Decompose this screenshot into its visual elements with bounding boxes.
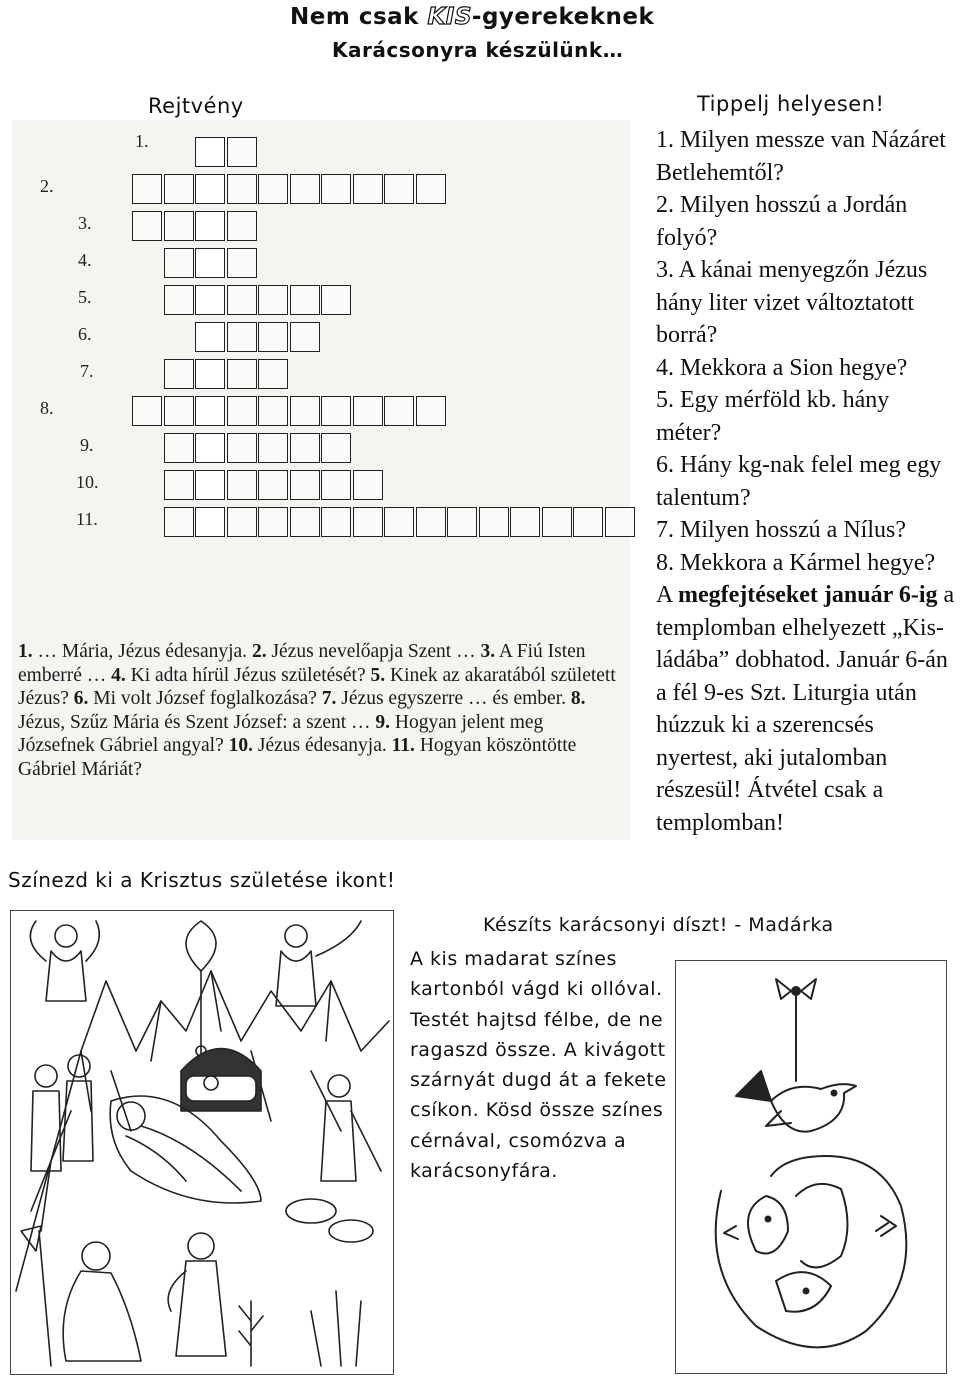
crossword-cell[interactable] [321,470,351,500]
crossword-cell[interactable] [227,285,257,315]
craft-instructions: A kis madarat színes kartonból vágd ki ollóval. Testét hajtsd félbe, de ne ragaszd össze. A kivágott szárnyát dugd át a fekete csíkon. Kösd össze színes cérnával, csomózva a karácsonyfára. [410,948,667,1183]
crossword-cell[interactable] [227,174,257,204]
crossword-cell[interactable] [227,470,257,500]
clue-number: 6. [73,688,89,709]
crossword-solution-cell[interactable] [195,285,225,315]
crossword-cell[interactable] [227,248,257,278]
clue-number: 4. [111,664,126,686]
crossword-cell[interactable] [290,433,320,463]
crossword-cell[interactable] [227,507,257,537]
crossword-solution-cell[interactable] [195,137,225,167]
crossword-cell[interactable] [290,507,320,537]
clue-number: 7. [321,688,337,709]
nativity-icon-image [10,910,394,1375]
crossword-row-number: 9. [80,435,94,455]
clue-number: 8. [570,688,586,709]
quiz-question: 1. Milyen messze van Názáret Betlehemtől? [656,127,946,186]
clue-text: Jézus nevelőapja Szent … [266,641,481,662]
crossword-cell[interactable] [164,285,194,315]
crossword-cell[interactable] [353,507,383,537]
quiz-questions [656,124,956,839]
crossword-row-number: 7. [80,361,94,381]
crossword-cell[interactable] [258,285,288,315]
crossword-cell[interactable] [573,507,603,537]
crossword-label: Rejtvény [148,94,244,118]
clue-number: 9. [375,711,391,733]
craft-title: Készíts karácsonyi díszt! - Madárka [483,914,834,936]
crossword-row-number: 10. [76,472,99,492]
clue-text: Ki adta hírül Jézus születését? [125,664,371,686]
crossword-cell[interactable] [353,396,383,426]
quiz-question: 5. Egy mérföld kb. hány méter? [656,387,890,446]
crossword-cell[interactable] [353,174,383,204]
crossword-solution-cell[interactable] [195,248,225,278]
crossword-row-number: 6. [78,324,92,344]
crossword-cell[interactable] [227,433,257,463]
crossword-solution-cell[interactable] [195,211,225,241]
clue-text: Kinek az akaratából született Jézus? [18,664,616,709]
crossword-cell[interactable] [227,211,257,241]
crossword-cell[interactable] [479,507,509,537]
crossword-cell[interactable] [384,507,414,537]
crossword-cell[interactable] [164,470,194,500]
crossword-cell[interactable] [321,285,351,315]
crossword-cell[interactable] [353,470,383,500]
crossword-cell[interactable] [290,322,320,352]
coloring-label: Színezd ki a Krisztus születése ikont! [8,868,396,892]
crossword-cell[interactable] [416,174,446,204]
nativity-line-art [11,911,392,1373]
crossword-cell[interactable] [227,322,257,352]
crossword-cell[interactable] [605,507,635,537]
crossword-solution-cell[interactable] [195,322,225,352]
clue-number: 11. [391,735,415,756]
crossword-solution-cell[interactable] [195,507,225,537]
clue-number: 2. [251,641,267,662]
crossword-cell[interactable] [384,396,414,426]
crossword-cell[interactable] [164,211,194,241]
crossword-cell[interactable] [132,396,162,426]
crossword-row-number: 3. [78,213,92,233]
clue-number: 3. [480,641,496,662]
page-subtitle: Karácsonyra készülünk… [332,38,624,62]
crossword-cell[interactable] [164,248,194,278]
clue-number: 5. [370,664,386,686]
clue-text: Hogyan jelent meg Józsefnek Gábriel angyal? [18,711,544,756]
crossword-cell[interactable] [227,137,257,167]
clue-text: A Fiú Isten emberré … [18,641,586,686]
clue-text: Jézus, Szűz Mária és Szent József: a szent … [18,711,376,733]
crossword-cell[interactable] [164,507,194,537]
crossword-cell[interactable] [227,359,257,389]
title-kis-word: KIS [427,4,472,30]
bird-template-art [676,961,945,1372]
crossword-cell[interactable] [416,507,446,537]
clue-number: 1. [18,641,33,662]
crossword-cell[interactable] [416,396,446,426]
bird-ornament-image [675,960,947,1374]
crossword-cell[interactable] [290,285,320,315]
crossword-row-number: 4. [78,250,92,270]
crossword-cell[interactable] [258,359,288,389]
quiz-question: 8. Mekkora a Kármel hegye? [656,549,936,576]
quiz-title: Tippelj helyesen! [697,92,885,116]
quiz-question: 7. Milyen hosszú a Nílus? [656,517,906,543]
crossword-cell[interactable] [132,174,162,204]
crossword-cell[interactable] [258,396,288,426]
crossword-cell[interactable] [290,470,320,500]
crossword-cell[interactable] [258,322,288,352]
crossword-cell[interactable] [290,396,320,426]
clue-text: Hogyan köszöntötte Gábriel Máriát? [18,735,577,780]
crossword-cell[interactable] [258,507,288,537]
quiz-question: 3. A kánai menyegzőn Jézus hány liter vizet változtatott borrá? [656,257,928,348]
crossword-row-number: 11. [76,509,98,529]
clue-text: Jézus egyszerre … és ember. [336,688,571,709]
crossword-cell[interactable] [258,433,288,463]
crossword-row-number: 1. [135,131,149,151]
crossword-cell[interactable] [321,433,351,463]
crossword-cell[interactable] [542,507,572,537]
crossword-row-number: 8. [40,398,54,418]
clue-text: Mi volt József foglalkozása? [88,688,322,709]
crossword-cell[interactable] [447,507,477,537]
crossword-clues [18,640,622,781]
crossword-cell[interactable] [258,174,288,204]
crossword-cell[interactable] [258,470,288,500]
crossword-cell[interactable] [132,211,162,241]
quiz-question: 4. Mekkora a Sion hegye? [656,354,908,381]
crossword-solution-cell[interactable] [195,359,225,389]
crossword-cell[interactable] [164,433,194,463]
page-title: Nem csak KIS-gyerekeknek [290,4,655,30]
crossword-cell[interactable] [321,396,351,426]
crossword-cell[interactable] [164,396,194,426]
crossword-row-number: 2. [40,176,54,196]
quiz-question: 2. Milyen hosszú a Jordán folyó? [656,192,908,251]
crossword-solution-cell[interactable] [195,396,225,426]
crossword-cell[interactable] [321,174,351,204]
quiz-note: A megfejtéseket január 6-ig a templomban elhelyezett „Kis-ládába” dobhatod. Január 6-án a fél 9-es Szt. Liturgia után húzzuk ki a szerencsés nyertest, aki jutalomban részesül! Átvétel csak a templomban! [656,582,955,836]
crossword-cell[interactable] [227,396,257,426]
clue-text: … Mária, Jézus édesanyja. [32,641,252,662]
crossword-cell[interactable] [290,174,320,204]
crossword-solution-cell[interactable] [195,433,225,463]
clue-number: 10. [228,735,253,756]
crossword-row-number: 5. [78,287,92,307]
crossword-cell[interactable] [321,507,351,537]
crossword-cell[interactable] [510,507,540,537]
clue-text: Jézus édesanyja. [253,735,392,756]
crossword-cell[interactable] [164,174,194,204]
quiz-question: 6. Hány kg-nak felel meg egy talentum? [656,452,942,511]
crossword-cell[interactable] [384,174,414,204]
crossword-solution-cell[interactable] [195,174,225,204]
crossword-solution-cell[interactable] [195,470,225,500]
crossword-cell[interactable] [164,359,194,389]
